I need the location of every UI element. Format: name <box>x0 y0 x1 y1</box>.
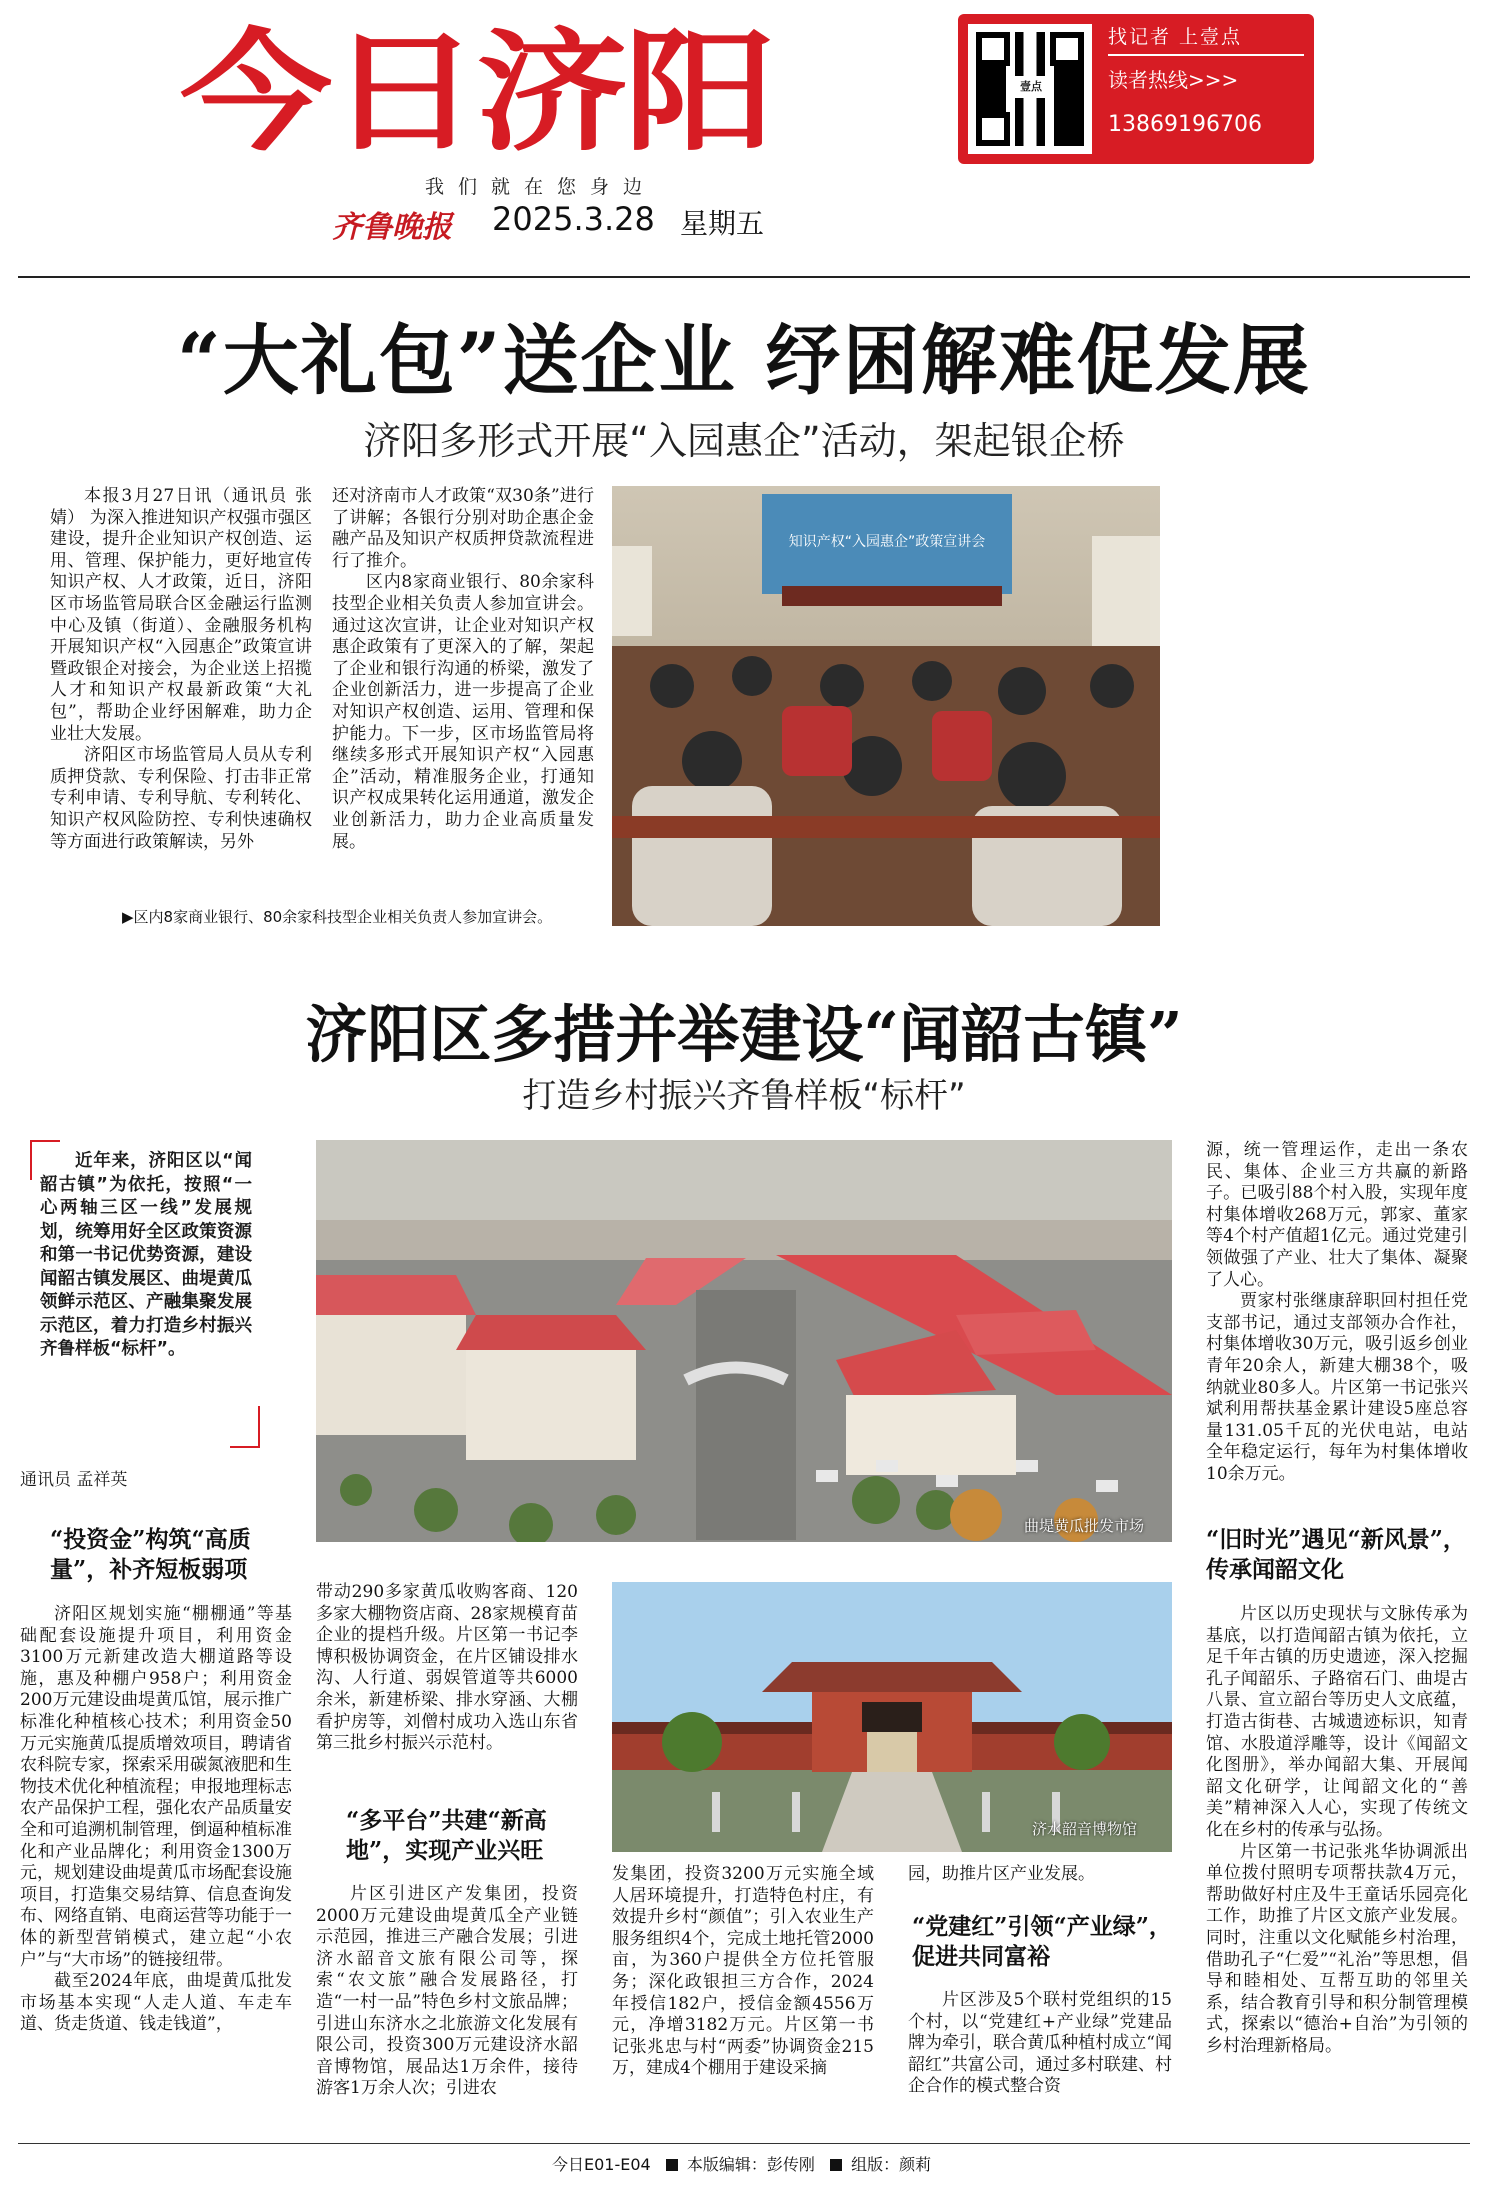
footer-pages: 今日E01-E04 <box>552 2155 651 2174</box>
right-column-top <box>1206 1140 1468 1486</box>
qr-corner <box>976 112 1010 146</box>
lead-text: 近年来，济阳区以“闻韶古镇”为依托，按照“一心两轴三区一线”发展规划，统筹用好全区政策资源和第一书记优势资源，建设闻韶古镇发展区、曲堤黄瓜领鲜示范区、产融集聚发展示范区，着力打造乡村振兴齐鲁样板“标杆”。 <box>40 1151 252 1359</box>
paragraph: 济阳区市场监管局人员从专利质押贷款、专利保险、打击非正常专利申请、专利导航、专利转化、知识产权风险防控、专利快速确权等方面进行政策解读，另外 <box>50 745 312 852</box>
section1-column-2 <box>316 1582 578 1755</box>
paragraph: 园，助推片区产业发展。 <box>908 1864 1095 1884</box>
paragraph: 还对济南市人才政策“双30条”进行了讲解；各银行分别对助企惠企金融产品及知识产权质押贷款流程进行了推介。 <box>332 486 594 571</box>
square-bullet-icon <box>666 2159 678 2171</box>
paragraph: 片区引进区产发集团，投资2000万元建设曲堤黄瓜全产业链示范园，推进三产融合发展；引进济水韶音文旅有限公司等，探索“农文旅”融合发展路径，打造“一村一品”特色乡村文旅品牌；引进山东济水之北旅游文化发展有限公司，投资300万元建设济水韶音博物馆，展品达1万余件，接待游客1万余人次；引进农 <box>316 1884 578 2099</box>
museum-photo-caption: 济水韶音博物馆 <box>1032 1820 1138 1838</box>
contact-line1: 找记者 上壹点 <box>1108 26 1243 48</box>
section2-column-3 <box>612 1864 874 2080</box>
paragraph: 贾家村张继康辞职回村担任党支部书记，通过支部领办合作社，村集体增收30万元，吸引返乡创业青年20余人，新建大棚38个，吸纳就业80多人。片区第一书记张兴斌利用帮扶基金累计建设5座总容量131.05千瓦的光伏电站，电站全年稳定运行，每年为村集体增收10余万元。 <box>1206 1291 1468 1484</box>
paragraph: 片区第一书记张兆华协调派出单位拨付照明专项帮扶款4万元，帮助做好村庄及牛王童话乐园亮化工作，助推了片区文旅产业发展。同时，注重以文化赋能乡村治理，借助孔子“仁爱”“礼治”等思想，倡导和睦相处、互帮互助的邻里关系，结合教育引导和积分制管理模式，探索以“德治+自治”为引领的乡村治理新格局。 <box>1206 1841 1468 2056</box>
square-bullet-icon <box>830 2159 842 2171</box>
paragraph: 发集团，投资3200万元实施全域人居环境提升，打造特色村庄，有效提升乡村“颜值”；引入农业生产服务组织4个，完成土地托管2000亩，为360户提供全方位托管服务；深化政银担三方合作，2024年授信182户，授信金额4556万元，净增3182万元。片区第一书记张兆忠与村“两委”协调资金215万，建成4个棚用于建设采摘 <box>612 1864 874 2079</box>
section3-title: “党建红”引领“产业绿”，促进共同富裕 <box>912 1913 1172 1970</box>
qr-corner <box>1050 32 1084 66</box>
story1-column-1 <box>50 486 312 853</box>
market-photo-caption: 曲堤黄瓜批发市场 <box>1024 1517 1145 1535</box>
section1-title: “投资金”构筑“高质量”，补齐短板弱项 <box>50 1526 251 1583</box>
section3-column-4-top <box>908 1864 1172 1886</box>
footer-proof: 组版：颜莉 <box>851 2155 932 2174</box>
footer-editor: 本版编辑：彭传刚 <box>686 2155 815 2174</box>
story1-photo <box>612 486 1160 926</box>
section1-column-1 <box>20 1604 292 2036</box>
contact-phone[interactable]: 13869196706 <box>1108 112 1262 137</box>
paragraph: 片区以历史现状与文脉传承为基底，以打造闻韶古镇为依托，立足千年古镇的历史遗迹，深入挖掘孔子闻韶乐、子路宿石门、曲堤古八景、宣立韶台等历史人文底蕴，打造古街巷、古城遗迹标识，知青馆、水股道浮雕等，设计《闻韶文化图册》，举办闻韶大集、开展闻韶文化研学，让闻韶文化的“善美”精神深入人心，实现了传统文化在乡村的传承与弘扬。 <box>1206 1604 1468 1840</box>
contact-line2: 读者热线>>> <box>1108 68 1239 92</box>
story2-lead <box>30 1140 260 1448</box>
paragraph: 带动290多家黄瓜收购客商、120多家大棚物资店商、28家规模育苗企业的提档升级。片区第一书记李博积极协调资金，在片区铺设排水沟、人行道、弱娱管道等共6000余米，新建桥梁、排水穿涵、大棚看护房等，刘僧村成功入选山东省第三批乡村振兴示范村。 <box>316 1582 578 1754</box>
qr-code[interactable] <box>968 24 1092 154</box>
story1-headline: “大礼包”送企业 纾困解难促发展 <box>177 316 1311 405</box>
section3-column-4 <box>908 1990 1172 2098</box>
paragraph: 片区涉及5个联村党组织的15个村，以“党建红+产业绿”党建品牌为牵引，联合黄瓜种植村成立“闻韶红”共富公司，通过多村联建、村企合作的模式整合资 <box>908 1990 1172 2097</box>
section4-column <box>1206 1604 1468 2057</box>
photo-banner: 知识产权“入园惠企”政策宣讲会 <box>788 534 986 550</box>
story2-reporter: 通讯员 孟祥英 <box>20 1470 128 1490</box>
paragraph: 源，统一管理运作，走出一条农民、集体、企业三方共赢的新路子。已吸引88个村入股，实现年度村集体增收268万元，郭家、董家等4个村产值超1亿元。通过党建引领做强了产业、壮大了集体、凝聚了人心。 <box>1206 1140 1468 1290</box>
story2-subheadline: 打造乡村振兴齐鲁样板“标杆” <box>522 1076 966 1116</box>
story1-column-2 <box>332 486 594 853</box>
qr-corner <box>976 32 1010 66</box>
section2-title: “多平台”共建“新高地”，实现产业兴旺 <box>346 1807 547 1864</box>
section2-column-2 <box>316 1884 578 2100</box>
issue-weekday: 星期五 <box>680 207 765 240</box>
story2-headline: 济阳区多措并举建设“闻韶古镇” <box>305 998 1183 1071</box>
museum-photo <box>612 1582 1172 1852</box>
masthead-slogan: 我们就在您身边 <box>425 176 657 198</box>
section4-title: “旧时光”遇见“新风景”，传承闻韶文化 <box>1206 1526 1466 1583</box>
aerial-market-image <box>316 1140 1172 1542</box>
qr-pattern <box>976 32 1084 146</box>
story1-caption: ▶区内8家商业银行、80余家科技型企业相关负责人参加宣讲会。 <box>122 908 553 926</box>
masthead-rule <box>18 276 1470 278</box>
paragraph: 区内8家商业银行、80余家科技型企业相关负责人参加宣讲会。通过这次宣讲，让企业对知识产权惠企政策有了更深入的了解，架起了企业和银行沟通的桥梁，激发了企业创新活力，进一步提高了企业对知识产权创造、运用、管理和保护能力。下一步，区市场监管局将继续多形式开展知识产权“入园惠企”活动，精准服务企业，打通知识产权成果转化运用通道，激发企业创新活力，助力企业高质量发展。 <box>332 572 594 852</box>
market-photo <box>316 1140 1172 1542</box>
contact-box <box>958 14 1314 164</box>
paper-name: 齐鲁晚报 <box>332 210 452 245</box>
page-footer <box>552 2152 931 2175</box>
qr-badge: 壹点 <box>1014 76 1048 98</box>
contact-divider <box>1108 54 1304 56</box>
story1-subheadline: 济阳多形式开展“入园惠企”活动，架起银企桥 <box>363 419 1125 463</box>
paragraph: 截至2024年底，曲堤黄瓜批发市场基本实现“人走人道、车走车道、货走货道、钱走钱道”， <box>20 1971 292 2035</box>
issue-date: 2025.3.28 <box>492 200 655 238</box>
paragraph: 本报3月27日讯（通讯员 张婧） 为深入推进知识产权强市强区建设，提升企业知识产权创造、运用、管理、保护能力，更好地宣传知识产权、人才政策，近日，济阳区市场监管局联合区金融运行监测中心及镇（街道）、金融服务机构开展知识产权“入园惠企”政策宣讲暨政银企对接会，为企业送上招揽人才和知识产权最新政策“大礼包”，帮助企业纾困解难，助力企业壮大发展。 <box>50 486 312 744</box>
museum-gate-image <box>612 1582 1172 1852</box>
masthead-logo <box>180 8 950 178</box>
paragraph: 济阳区规划实施“棚棚通”等基础配套设施提升项目，利用资金3100万元新建改造大棚道路等设施，惠及种棚户958户；利用资金200万元建设曲堤黄瓜馆，展示推广标准化种植核心技术；利用资金50万元实施黄瓜提质增效项目，聘请省农科院专家，探索采用碳氮液肥和生物技术优化种植流程；申报地理标志农产品保护工程，强化农产品质量安全和可追溯机制管理，倒逼种植标准化和产业品牌化；利用资金1300万元，规划建设曲堤黄瓜市场配套设施项目，打造集交易结算、信息查询发布、网络直销、电商运营等功能于一体的新型营销模式，建立起“小农户”与“大市场”的链接纽带。 <box>20 1604 292 1970</box>
meeting-photo <box>612 486 1160 926</box>
logo-text: 今日济阳 <box>180 16 772 169</box>
footer-rule <box>18 2143 1470 2144</box>
